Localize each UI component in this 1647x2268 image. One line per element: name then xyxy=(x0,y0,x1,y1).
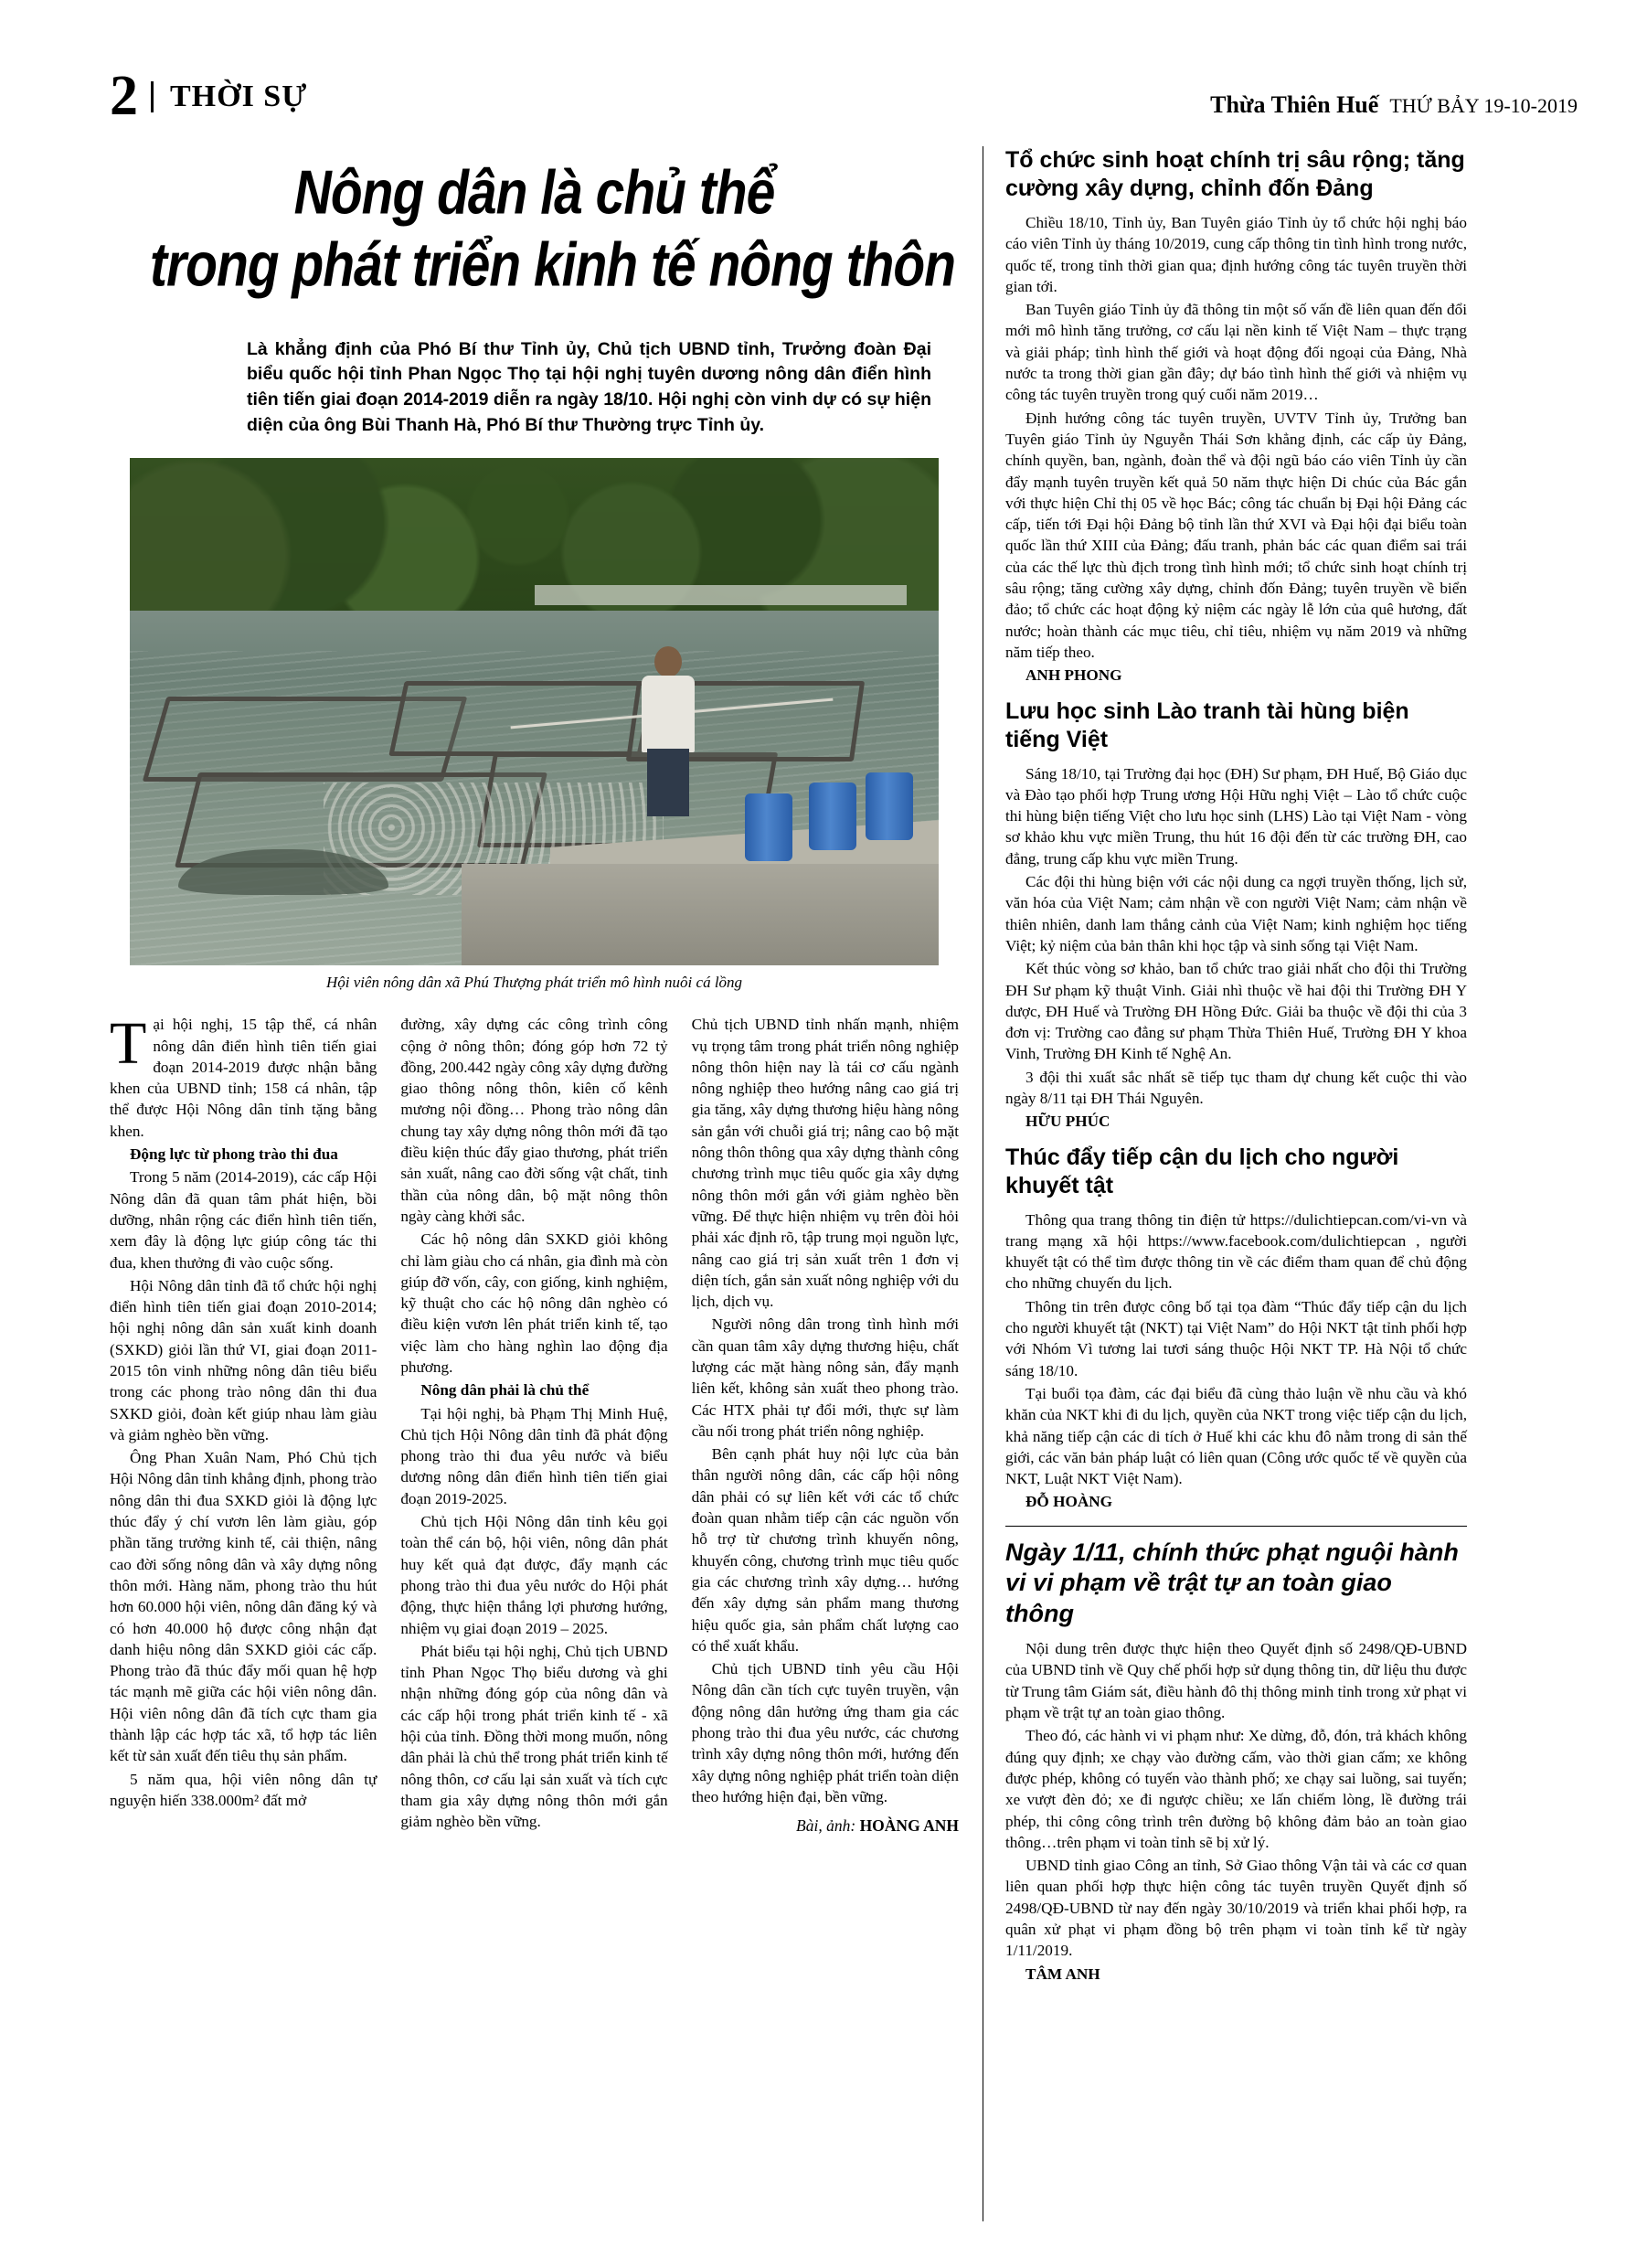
article-byline xyxy=(692,1816,959,1836)
masthead-right xyxy=(1210,91,1578,122)
standfirst: Là khẳng định của Phó Bí thư Tỉnh ủy, Chủ tịch UBND tỉnh, Trưởng đoàn Đại biểu quốc hội tỉnh Phan Ngọc Thọ tại hội nghị tuyên dương nông dân điển hình tiên tiến giai đoạn 2014-2019 diễn ra ngày 18/10. Hội nghị còn vinh dự có sự hiện diện của ông Bùi Thanh Hà, Phó Bí thư Thường trực Tỉnh ủy. xyxy=(247,338,931,435)
article-column-1 xyxy=(110,1010,377,1836)
sidebar-article-3 xyxy=(1005,1144,1467,1513)
sidebar-byline-3: ĐỖ HOÀNG xyxy=(1025,1493,1113,1511)
paragraph: Định hướng công tác tuyên truyền, UVTV Tỉnh ủy, Trưởng ban Tuyên giáo Tỉnh ủy Nguyễn Thái Sơn khẳng định, các cấp ủy Đảng, chính quyền, ban, ngành, đoàn thể và đội ngũ báo cáo viên Tỉnh ủy cần đẩy mạnh tuyên truyền kết quả 50 năm thực hiện Di chúc của Bác gắn với thực hiện Chỉ thị 05 về học Bác; công tác chuẩn bị Đại hội Đảng các cấp, tiến tới Đại hội Đảng bộ tỉnh lần thứ XVI và Đại hội đại biểu toàn quốc lần thứ XIII của Đảng; đấu tranh, phản bác các quan điểm sai trái của các thế lực thù địch trong tình hình mới; tổ chức sinh hoạt chính trị sâu rộng; tăng cường xây dựng, chỉnh đốn Đảng; tuyên truyền về biển đảo; tổ chức các hoạt động kỷ niệm các ngày lễ lớn của quê hương, đất nước; hoàn thành các mục tiêu, chỉ tiêu, nhiệm vụ năm 2019 và những năm tiếp theo. xyxy=(1005,409,1467,661)
main-headline xyxy=(110,157,959,330)
sidebar-headline-3: Thúc đẩy tiếp cận du lịch cho người khuyết tật xyxy=(1005,1144,1399,1198)
masthead-left xyxy=(110,65,308,128)
sidebar-headline-1: Tổ chức sinh hoạt chính trị sâu rộng; tăng cường xây dựng, chỉnh đốn Đảng xyxy=(1005,147,1465,201)
sidebar-byline-1: ANH PHONG xyxy=(1025,666,1122,685)
paper-date: THỨ BẢY 19-10-2019 xyxy=(1389,94,1578,117)
paragraph: Các hộ nông dân SXKD giỏi không chỉ làm giàu cho cá nhân, gia đình mà còn giúp đỡ vốn, cây, con giống, kinh nghiệm, kỹ thuật cho các hộ nông dân nghèo có điều kiện vươn lên phát triển kinh tế, tạo việc làm cho hàng nghìn lao động địa phương. xyxy=(400,1230,668,1376)
sidebar-headline-2: Lưu học sinh Lào tranh tài hùng biện tiếng Việt xyxy=(1005,697,1409,752)
photo-blue-barrel xyxy=(809,783,856,850)
sidebar-headline-4: Ngày 1/11, chính thức phạt nguội hành vi vi phạm về trật tự an toàn giao thông xyxy=(1005,1538,1459,1627)
paragraph: Chủ tịch UBND tỉnh nhấn mạnh, nhiệm vụ trọng tâm trong phát triển nông nghiệp nông thôn hiện nay là tái cơ cấu ngành nông nghiệp theo hướng nâng cao giá trị gia tăng, xây dựng thương hiệu hàng nông sản gắn với chuỗi giá trị; nâng cao bộ mặt nông thôn thông qua xây dựng thành công chương trình mục tiêu quốc gia xây dựng nông thôn mới gắn với giảm nghèo bền vững. Để thực hiện nhiệm vụ trên đòi hỏi phải xác định rõ, tập trung mọi nguồn lực, nâng cao giá trị sản xuất trên 1 đơn vị diện tích, gắn sản xuất nông nghiệp với du lịch, dịch vụ. xyxy=(691,1016,959,1311)
page-number: 2 xyxy=(110,65,138,128)
paragraph: Thông tin trên được công bố tại tọa đàm “Thúc đẩy tiếp cận du lịch cho người khuyết tật (NKT) tại Việt Nam” do Hội NKT tật tỉnh phối hợp với Nhóm Vì tương lai tươi sáng thuộc Hội NKT TP. Hà Nội tổ chức sáng 18/10. xyxy=(1005,1297,1467,1379)
headline-line-2: trong phát triển kinh tế nông thôn xyxy=(149,230,956,301)
subheading-dong-luc: Động lực từ phong trào thi đua xyxy=(130,1145,338,1164)
photo-farmer xyxy=(640,646,696,815)
spacer xyxy=(1005,688,1467,697)
sidebar-article-1 xyxy=(1005,146,1467,687)
paragraph: Ông Phan Xuân Nam, Phó Chủ tịch Hội Nông dân tỉnh khẳng định, phong trào nông dân thi đua SXKD giỏi là động lực thúc đẩy ý chí vươn lên làm giàu, góp phần tăng trưởng kinh tế, cải thiện, nâng cao đời sống nông dân và xây dựng nông thôn mới. Hàng năm, phong trào thu hút hơn 60.000 hội viên, nông dân đăng ký và có hơn 40.000 hộ được công nhận đạt danh hiệu nông dân SXKD giỏi các cấp. Phong trào đã thúc đẩy mối quan hệ hợp tác mạnh mẽ giữa các hội viên nông dân. Hội viên nông dân đã tích cực tham gia thành lập các hợp tác xã, tổ hợp tác liên kết từ sản xuất đến tiêu thụ sản phẩm. xyxy=(110,1449,377,1765)
paragraph: Chủ tịch Hội Nông dân tỉnh kêu gọi toàn thể cán bộ, hội viên, nông dân phát huy kết quả đạt được, đẩy mạnh các phong trào thi đua yêu nước do Hội phát động, thực hiện thắng lợi phương hướng, nhiệm vụ giai đoạn 2019 – 2025. xyxy=(400,1513,668,1637)
paragraph: Ban Tuyên giáo Tỉnh ủy đã thông tin một số vấn đề liên quan đến đổi mới mô hình tăng trưởng, cơ cấu lại nền kinh tế Việt Nam – thực trạng và giải pháp; tình hình thế giới và hoạt động đối ngoại của Đảng, Nhà nước ta trong thời gian gần đây; dự báo tình hình thế giới và nhiệm vụ công tác tuyên truyền trong quý cuối năm 2019… xyxy=(1005,301,1467,404)
paragraph: Theo đó, các hành vi vi phạm như: Xe dừng, đỗ, đón, trả khách không đúng quy định; xe chạy vào đường cấm, vào thời gian cấm; xe không được phép, không có tuyến vào thành phố; xe chạy sai luồng, sai tuyến; xe vượt đèn đỏ; xe đi ngược chiều; xe lấn chiếm lòng, lề đường trái phép, thi công công trình trên đường bộ không đảm bảo an toàn giao thông…trên phạm vi toàn tỉnh sẽ bị xử lý. xyxy=(1005,1727,1467,1851)
photo-caption: Hội viên nông dân xã Phú Thượng phát triển mô hình nuôi cá lồng xyxy=(325,974,743,992)
page-body xyxy=(110,146,1578,2221)
masthead xyxy=(110,57,1578,128)
paragraph: Thông qua trang thông tin điện tử https://dulichtiepcan.com/vi-vn và trang mạng xã hội https://www.facebook.com/dulichtiepcan , người khuyết tật có thể tìm được thông tin về các điểm tham quan để chủ động cho những chuyến du lịch. xyxy=(1005,1210,1467,1293)
paragraph: Phát biểu tại hội nghị, Chủ tịch UBND tỉnh Phan Ngọc Thọ biểu dương và ghi nhận những đóng góp của nông dân và các cấp hội trong phát triển kinh tế - xã hội của tỉnh. Đồng thời mong muốn, nông dân phải là chủ thể trong phát triển kinh tế nông thôn, cơ cấu lại sản xuất và tích cực tham gia xây dựng nông thôn mới gắn giảm nghèo bền vững. xyxy=(400,1642,668,1831)
photo-farmer-pants xyxy=(647,749,689,816)
article-column-2 xyxy=(400,1014,667,1836)
sidebar-byline-2: HỮU PHÚC xyxy=(1025,1113,1110,1131)
article-photo-block xyxy=(110,458,959,992)
photo-blue-barrel xyxy=(866,772,913,840)
paragraph: 3 đội thi xuất sắc nhất sẽ tiếp tục tham dự chung kết cuộc thi vào ngày 8/11 tại ĐH Thái Nguyên. xyxy=(1005,1068,1467,1107)
paragraph: Chiều 18/10, Tỉnh ủy, Ban Tuyên giáo Tỉnh ủy tổ chức hội nghị báo cáo viên Tỉnh ủy tháng 10/2019, cung cấp thông tin tình hình trong nước, quốc tế, trong tỉnh thời gian qua; định hướng công tác tuyên truyền thời gian tới. xyxy=(1005,214,1467,295)
section-divider xyxy=(1005,1526,1467,1527)
paragraph: Tại hội nghị, 15 tập thể, cá nhân nông dân điển hình tiên tiến giai đoạn 2014-2019 được nhận bằng khen của UBND tỉnh; 158 cá nhân, tập thể được Hội Nông dân tỉnh tặng bằng khen. xyxy=(110,1010,377,1140)
paragraph: đường, xây dựng các công trình công cộng ở nông thôn; đóng góp hơn 72 tỷ đồng, 200.442 ngày công xây dựng đường giao thông nông thôn, kiên cố kênh mương nội đồng… Phong trào nông dân chung tay xây dựng nông thôn mới đã tạo điều kiện thúc đẩy giao thương, phát triển sản xuất, nâng cao đời sống vật chất, tinh thần của nông dân, bộ mặt nông thôn ngày càng khởi sắc. xyxy=(400,1016,668,1225)
paragraph: Kết thúc vòng sơ khảo, ban tổ chức trao giải nhất cho đội thi Trường ĐH Sư phạm kỹ thuật Vinh. Giải nhì thuộc về hai đội thi Trường ĐH Y dược, ĐH Huế và Trường ĐH Hồng Đức. Giải ba thuộc về đội thi của 3 đơn vị: Trường cao đẳng sư phạm Thừa Thiên Huế, Trường ĐH Y khoa Vinh, Trường ĐH Kinh tế Nghệ An. xyxy=(1005,960,1467,1063)
byline-author: HOÀNG ANH xyxy=(859,1816,959,1836)
paragraph: Trong 5 năm (2014-2019), các cấp Hội Nông dân đã quan tâm phát hiện, bồi dưỡng, nhân rộng các điển hình tiên tiến, xem đây là động lực giúp công tác thi đua, khen thưởng đi vào cuộc sống. xyxy=(110,1168,377,1272)
paragraph: Bên cạnh phát huy nội lực của bản thân người nông dân, các cấp hội nông dân phải có sự liên kết với các tổ chức đoàn quan nhằm tiếp cận các nguồn vốn hỗ trợ từ chương trình khuyến nông, khuyến công, chương trình mục tiêu quốc gia các chương trình xây dựng… hướng đến xây dựng sản phẩm mang thương hiệu quốc gia, sản phẩm chất lượng cao có thể xuất khẩu. xyxy=(691,1445,959,1655)
spacer xyxy=(1005,1134,1467,1144)
subheading-nong-dan-chu-the: Nông dân phải là chủ thể xyxy=(420,1381,590,1400)
paragraph: UBND tỉnh giao Công an tỉnh, Sở Giao thông Vận tải và các cơ quan liên quan phối hợp thực hiện công tác tuyên truyền Quyết định số 2498/QĐ-UBND từ nay đến ngày 30/10/2019 và triển khai phối hợp, ra quân xử phạt vi phạm đồng bộ trên phạm vi toàn tỉnh kể từ ngày 1/11/2019. xyxy=(1005,1857,1467,1960)
paragraph: Nội dung trên được thực hiện theo Quyết định số 2498/QĐ-UBND của UBND tỉnh về Quy chế phối hợp sử dụng thông tin, dữ liệu thu được từ Trung tâm Giám sát, điều hành đô thị thông minh tỉnh trong xử phạt vi phạm về trật tự an toàn giao thông. xyxy=(1005,1640,1467,1722)
photo-farmer-head xyxy=(654,646,682,677)
paragraph: 5 năm qua, hội viên nông dân tự nguyện hiến 338.000m² đất mở xyxy=(110,1770,377,1809)
sidebar-articles xyxy=(983,146,1467,2221)
paper-name: Thừa Thiên Huế xyxy=(1210,91,1379,118)
sidebar-byline-4: TÂM ANH xyxy=(1025,1965,1100,1983)
paragraph: Sáng 18/10, tại Trường đại học (ĐH) Sư phạm, ĐH Huế, Bộ Giáo dục và Đào tạo phối hợp Trung ương Hội Hữu nghị Việt – Lào tổ chức cuộc thi hùng biện tiếng Việt cho lưu học sinh (LHS) Lào tại Việt Nam - vòng sơ khảo khu vực miền Trung, thu hút 16 đội đến từ các trường ĐH, cao đẳng, trung cấp khu vực miền Trung. xyxy=(1005,764,1467,868)
paragraph: Người nông dân trong tình hình mới cần quan tâm xây dựng thương hiệu, chất lượng các mặt hàng nông sản, đẩy mạnh liên kết, không sản xuất theo phong trào. Các HTX phải tự đổi mới, thực sự làm cầu nối trong phát triển nông nghiệp. xyxy=(691,1315,959,1440)
photo-bridge xyxy=(535,585,907,605)
photo-deck xyxy=(462,864,939,965)
main-article xyxy=(110,146,983,2221)
article-column-3 xyxy=(692,1014,959,1836)
article-columns xyxy=(110,1010,959,1836)
fish-cage-photo xyxy=(130,458,939,965)
paragraph: Chủ tịch UBND tỉnh yêu cầu Hội Nông dân cần tích cực tuyên truyền, vận động nông dân hưởng ứng tham gia các phong trào thi đua yêu nước, các chương trình xây dựng nông thôn mới, hướng đến xây dựng nông nghiệp phát triển toàn diện theo hướng hiện đại, bền vững. xyxy=(691,1660,959,1805)
byline-prefix: Bài, ảnh: xyxy=(796,1816,856,1836)
photo-farmer-shirt xyxy=(642,676,695,752)
sidebar-article-4 xyxy=(1005,1538,1467,1985)
sidebar-article-2 xyxy=(1005,697,1467,1133)
section-title: THỜI SỰ xyxy=(151,81,307,112)
photo-blue-barrel xyxy=(745,793,792,861)
paragraph: Hội Nông dân tỉnh đã tổ chức hội nghị điển hình tiên tiến giai đoạn 2010-2014; hội nghị nông dân sản xuất kinh doanh (SXKD) giỏi lần thứ VI, giai đoạn 2011-2015 tôn vinh những nông dân tiêu biểu trong các phong trào nông dân thi đua SXKD giỏi, đoàn kết giúp nhau làm giàu và giảm nghèo bền vững. xyxy=(110,1276,377,1443)
headline-line-1: Nông dân là chủ thể xyxy=(293,158,775,228)
paragraph: Tại buổi tọa đàm, các đại biểu đã cùng thảo luận về nhu cầu và khó khăn của NKT khi đi du lịch, quyền của NKT trong việc tiếp cận du lịch, khả năng tiếp cận các di tích ở Huế khi các khu đô nằm trong di sản thế giới, các văn bản pháp luật có liên quan (Công ước quốc tế về quyền của NKT, Luật NKT Việt Nam). xyxy=(1005,1384,1467,1488)
paragraph: Các đội thi hùng biện với các nội dung ca ngợi truyền thống, lịch sử, văn hóa của Việt Nam; cảm nhận về con người Việt Nam; cảm nhận về thiên nhiên, danh lam thắng cảnh của Việt Nam; kinh nghiệm học tiếng Việt; kỷ niệm của bản thân khi học tập và sinh sống tại Việt Nam. xyxy=(1005,873,1467,954)
paragraph: Tại hội nghị, bà Phạm Thị Minh Huệ, Chủ tịch Hội Nông dân tỉnh đã phát động phong trào thi đua yêu nước và biểu dương nông dân điển hình tiên tiến giai đoạn 2019-2025. xyxy=(400,1404,668,1507)
